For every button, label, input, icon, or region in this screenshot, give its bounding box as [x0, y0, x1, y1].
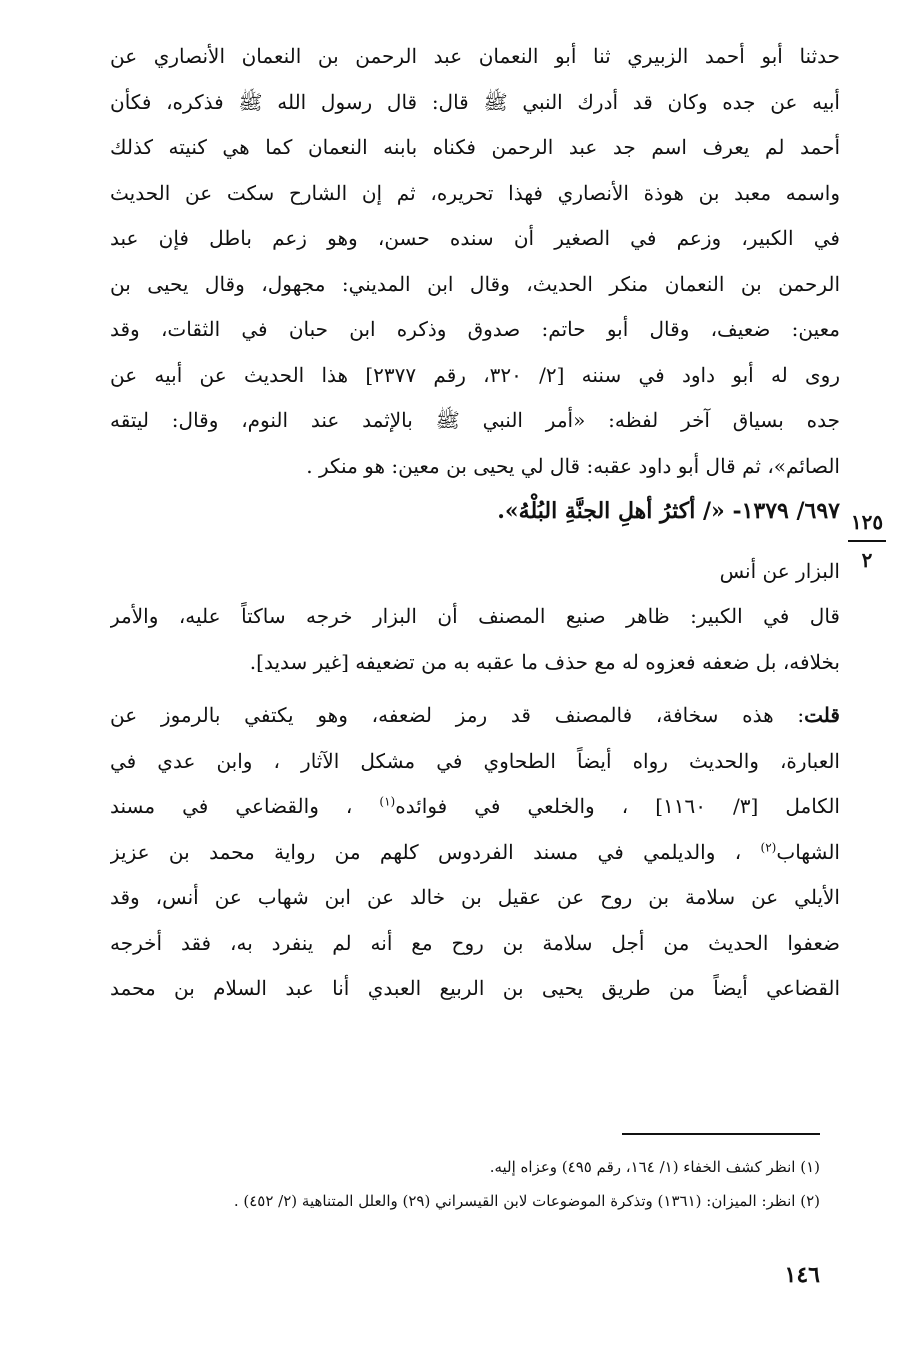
text-line: أبيه عن جده وكان قد أدرك النبي ﷺ قال: قال رسول الله ﷺ فذكره، فكأن	[110, 89, 840, 114]
footnote-marker[interactable]: (١)	[379, 794, 396, 809]
text-line: معين: ضعيف، وقال أبو حاتم: صدوق وذكره ابن حبان في الثقات، وقد	[110, 317, 840, 341]
text-line: العبارة، والحديث رواه أيضاً الطحاوي في مشكل الآثار ، وابن عدي في	[110, 748, 840, 773]
text-line: قال في الكبير: ظاهر صنيع المصنف أن البزار خرجه ساكتاً عليه، والأمر	[110, 604, 840, 628]
text-line: في الكبير، وزعم في الصغير أن سنده حسن، وهو زعم باطل فإن عبد	[110, 226, 840, 250]
text-line: أحمد لم يعرف اسم جد عبد الرحمن فكناه بابنه النعمان كما هي كنيته كذلك	[110, 135, 840, 159]
text-fragment: الشهاب	[776, 839, 840, 864]
page-number: ١٤٦	[784, 1262, 820, 1288]
text-fragment: ، والقضاعي في مسند	[110, 794, 380, 818]
text-line: الرحمن بن النعمان منكر الحديث، وقال ابن المديني: مجهول، وقال يحيى بن	[110, 271, 840, 296]
main-text	[110, 34, 840, 1012]
text-line: بخلافه، بل ضعفه فعزوه له مع حذف ما عقبه به من تضعيفه [غير سديد].	[249, 649, 840, 674]
text-line: الأيلي عن سلامة بن روح عن عقيل بن خالد عن ابن شهاب عن أنس، وقد	[110, 885, 840, 909]
text-line	[110, 830, 840, 876]
text-line: روى له أبو داود في سننه [٢/ ٣٢٠، رقم ٢٣٧٧] هذا الحديث عن أبيه عن	[110, 362, 840, 387]
margin-ref-bottom: ٢	[861, 548, 873, 572]
footnote-1: (١) انظر كشف الخفاء (١/ ١٦٤، رقم ٤٩٥) وعزاه إليه.	[489, 1158, 820, 1176]
hadith-entry-heading: ٦٩٧/ ١٣٧٩- «/ أكثرُ أهلِ الجنَّةِ البُلْهُ».	[497, 498, 840, 524]
qult-label: قلت	[804, 703, 840, 727]
text-line: واسمه معبد بن هوذة الأنصاري فهذا تحريره، ثم إن الشارح سكت عن الحديث	[110, 180, 840, 205]
text-line: ضعفوا الحديث من أجل سلامة بن روح مع أنه لم ينفرد به، فقد أخرجه	[110, 930, 840, 955]
text-line: حدثنا أبو أحمد الزبيري ثنا أبو النعمان عبد الرحمن بن النعمان الأنصاري عن	[110, 44, 840, 68]
text-fragment: ، والديلمي في مسند الفردوس كلهم من رواية محمد بن عزيز	[110, 839, 761, 864]
margin-ref-divider	[848, 540, 886, 542]
footnote-marker[interactable]: (٢)	[760, 839, 777, 854]
text-line: الصائم»، ثم قال أبو داود عقبه: قال لي يحيى بن معين: هو منكر .	[306, 453, 840, 478]
margin-reference	[842, 508, 892, 574]
text-line: جده بسياق آخر لفظه: «أمر النبي ﷺ بالإثمد عند النوم، وقال: ليتقه	[110, 408, 840, 432]
text-fragment: الكامل [٣/ ١١٦٠] ، والخلعي في فوائده	[395, 794, 840, 818]
footnotes	[160, 1150, 820, 1218]
sub-heading: البزار عن أنس	[719, 558, 840, 583]
footnote-separator	[622, 1133, 820, 1135]
qult-text: : هذه سخافة، فالمصنف قد رمز لضعفه، وهو يكتفي بالرموز عن	[110, 703, 805, 727]
margin-ref-top: ١٢٥	[850, 510, 884, 534]
text-line	[110, 693, 840, 739]
text-line	[110, 784, 840, 830]
text-line: القضاعي أيضاً من طريق يحيى بن الربيع العبدي أنا عبد السلام بن محمد	[110, 976, 840, 1000]
footnote-2: (٢) انظر: الميزان: (١٣٦١) وتذكرة الموضوعات لابن القيسراني (٢٩) والعلل المتناهية (٢/ ٤٥٢) .	[233, 1192, 820, 1210]
